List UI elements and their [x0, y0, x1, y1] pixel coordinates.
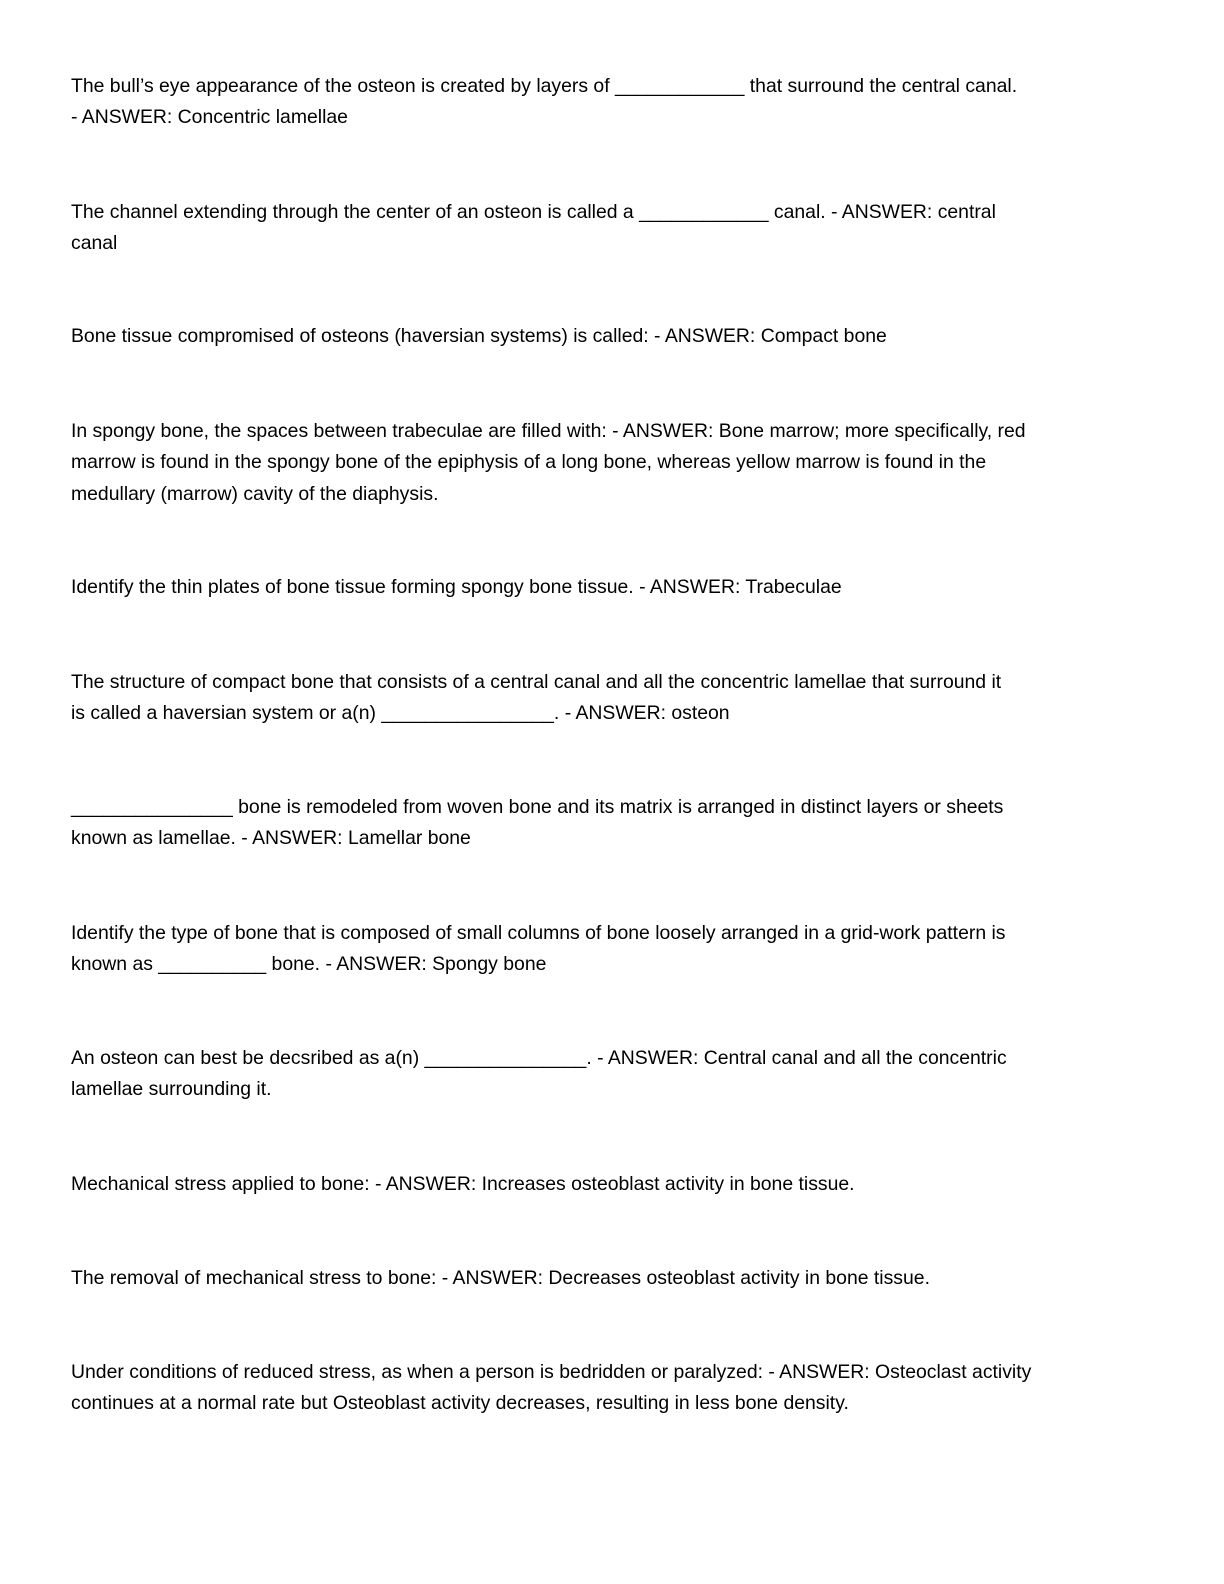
qa-line: known as lamellae. - ANSWER: Lamellar bone — [71, 827, 471, 850]
qa-entry-compact-bone — [71, 321, 1151, 352]
qa-line: The bull’s eye appearance of the osteon is created by layers of ____________ that surround the central canal. — [71, 75, 1018, 97]
qa-entry-bone-marrow — [71, 416, 1151, 510]
qa-line: known as __________ bone. - ANSWER: Spongy bone — [71, 953, 547, 976]
qa-line: Identify the type of bone that is composed of small columns of bone loosely arranged in a grid-work pattern is — [71, 922, 1006, 944]
qa-line: _______________ bone is remodeled from woven bone and its matrix is arranged in distinct layers or sheets — [71, 796, 1004, 818]
qa-entry-trabeculae — [71, 572, 1151, 603]
qa-entry-lamellar-bone — [71, 792, 1151, 855]
qa-line: canal — [71, 232, 118, 255]
qa-line: lamellae surrounding it. — [71, 1078, 272, 1101]
qa-entry-central-canal — [71, 197, 1151, 260]
qa-entry-reduced-stress — [71, 1357, 1151, 1420]
qa-entry-spongy-bone — [71, 918, 1151, 981]
qa-line: - ANSWER: Concentric lamellae — [71, 106, 348, 129]
qa-line: medullary (marrow) cavity of the diaphysis. — [71, 482, 439, 505]
qa-line: The structure of compact bone that consists of a central canal and all the concentric lamellae that surround it — [71, 671, 1002, 693]
qa-entry-mechanical-stress — [71, 1169, 1151, 1200]
qa-entry-stress-removal — [71, 1263, 1151, 1294]
qa-line: Mechanical stress applied to bone: - ANSWER: Increases osteoblast activity in bone tissue. — [71, 1173, 855, 1195]
qa-line: An osteon can best be decsribed as a(n) _______________. - ANSWER: Central canal and all the concentric — [71, 1047, 1007, 1069]
qa-line: In spongy bone, the spaces between trabeculae are filled with: - ANSWER: Bone marrow; more specifically, red — [71, 420, 1026, 442]
qa-entry-osteon — [71, 667, 1151, 730]
qa-entry-osteon-description — [71, 1043, 1151, 1106]
qa-line: is called a haversian system or a(n) ________________. - ANSWER: osteon — [71, 702, 730, 725]
qa-line: Identify the thin plates of bone tissue forming spongy bone tissue. - ANSWER: Trabeculae — [71, 576, 842, 598]
qa-line: Under conditions of reduced stress, as when a person is bedridden or paralyzed: - ANSWER: Osteoclast activity — [71, 1361, 1032, 1383]
qa-line: The removal of mechanical stress to bone: - ANSWER: Decreases osteoblast activity in bone tissue. — [71, 1267, 930, 1289]
qa-entry-osteon-layers — [71, 71, 1151, 134]
qa-line: marrow is found in the spongy bone of the epiphysis of a long bone, whereas yellow marrow is found in the — [71, 451, 987, 474]
qa-line: Bone tissue compromised of osteons (haversian systems) is called: - ANSWER: Compact bone — [71, 325, 887, 347]
qa-line: The channel extending through the center of an osteon is called a ____________ canal. - ANSWER: central — [71, 201, 996, 223]
qa-line: continues at a normal rate but Osteoblast activity decreases, resulting in less bone density. — [71, 1392, 849, 1415]
